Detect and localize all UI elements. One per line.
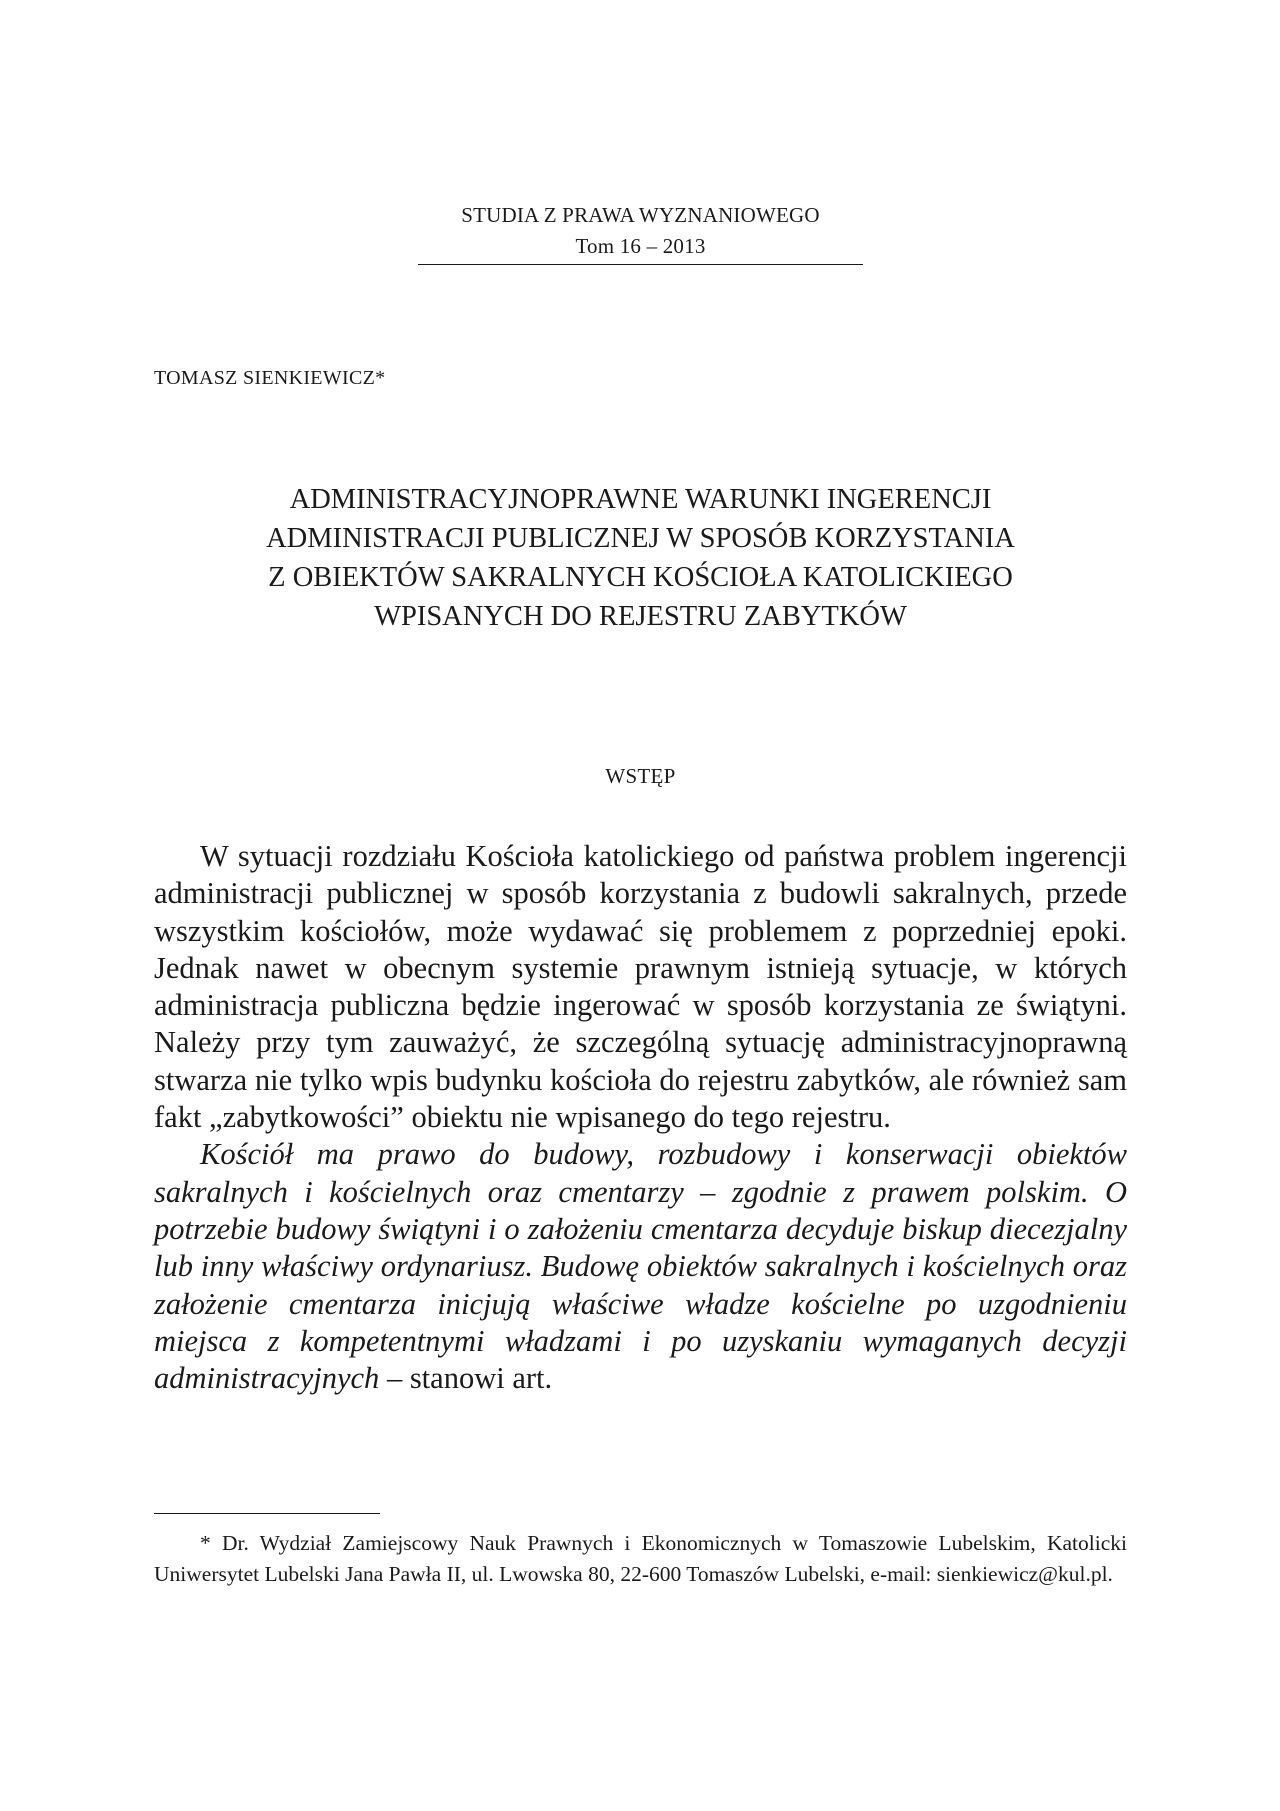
footnote-rule (154, 1513, 380, 1514)
article-title (154, 480, 1127, 636)
title-line: ADMINISTRACYJNOPRAWNE WARUNKI INGERENCJI (289, 484, 992, 515)
quoted-provision: Kościół ma prawo do budowy, rozbudowy i konserwacji obiektów sakralnych i kościelnych oraz cmentarzy – zgodnie z prawem polskim. O potrzebie budowy świątyni i o założeniu cmentarza decyduje biskup diecezjalny lub inny właściwy ordynariusz. Budowę obiektów sakralnych i kościelnych oraz założenie cmentarza inicjują właściwe władze kościelne po uzgodnieniu miejsca z kompetentnymi władzami i po uzyskaniu wymaganych decyzji administracyjnych (154, 1137, 1127, 1396)
paragraph: W sytuacji rozdziału Kościoła katolickiego od państwa problem ingerencji administracji publicznej w sposób korzystania z budowli sakralnych, przede wszystkim kościołów, może wydawać się problemem z poprzedniej epoki. Jednak nawet w obecnym systemie prawnym istnieją sytuacje, w których administracja publiczna będzie ingerować w sposób korzystania ze świątyni. Należy przy tym zauważyć, że szczególną sytuację administracyjnoprawną stwarza nie tylko wpis budynku kościoła do rejestru zabytków, ale również sam fakt „zabytkowości” obiektu nie wpisanego do tego rejestru. (154, 839, 1127, 1135)
header-rule (418, 264, 863, 265)
journal-header (418, 200, 863, 262)
footnote (154, 1528, 1127, 1591)
section-heading: WSTĘP (605, 764, 676, 788)
title-line: ADMINISTRACJI PUBLICZNEJ W SPOSÓB KORZYSTANIA (266, 523, 1015, 554)
footnote-text: * Dr. Wydział Zamiejscowy Nauk Prawnych i Ekonomicznych w Tomaszowie Lubelskim, Katolicki Uniwersytet Lubelski Jana Pawła II, ul. Lwowska 80, 22-600 Tomaszów Lubelski, e-mail: sienkiewicz@kul.pl. (154, 1531, 1127, 1587)
body-text (154, 838, 1127, 1397)
title-line: WPISANYCH DO REJESTRU ZABYTKÓW (374, 601, 907, 632)
author-name: TOMASZ SIENKIEWICZ* (154, 367, 386, 389)
paragraph (154, 1136, 1127, 1397)
title-line: Z OBIEKTÓW SAKRALNYCH KOŚCIOŁA KATOLICKIEGO (268, 562, 1013, 593)
journal-name: STUDIA Z PRAWA WYZNANIOWEGO (461, 203, 820, 227)
paragraph-tail: – stanowi art. (379, 1361, 553, 1396)
journal-volume: Tom 16 – 2013 (575, 234, 706, 258)
